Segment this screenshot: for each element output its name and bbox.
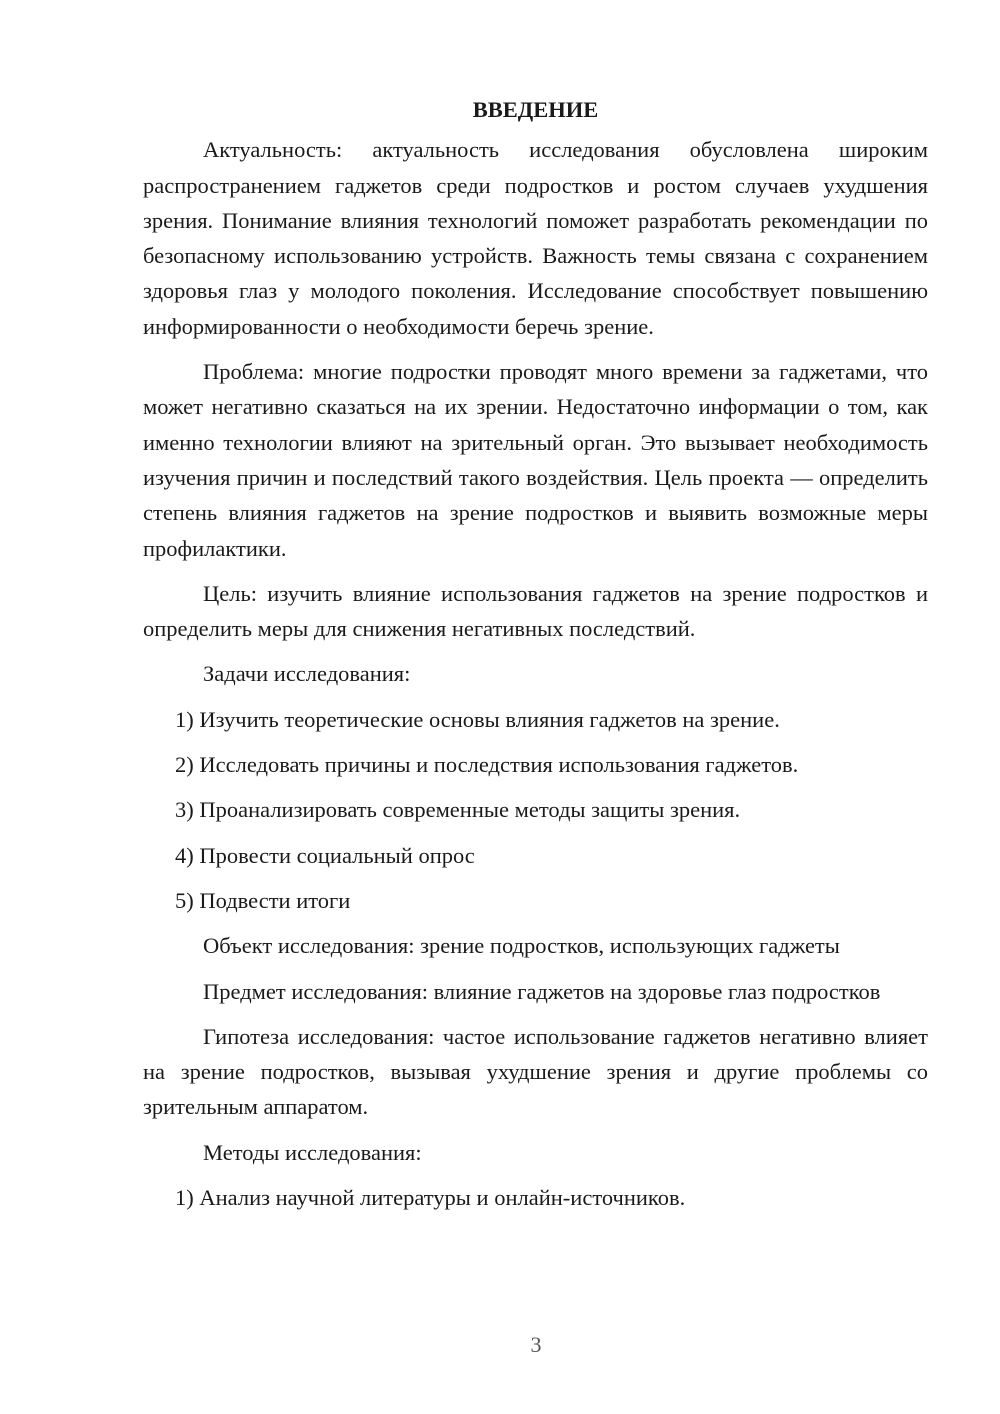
methods-heading: Методы исследования: bbox=[203, 1139, 422, 1165]
task-item: 2) Исследовать причины и последствия использования гаджетов. bbox=[175, 752, 799, 778]
page-number: 3 bbox=[530, 1332, 542, 1357]
hypothesis-paragraph: Гипотеза исследования: частое использование гаджетов негативно влияет на зрение подростков, вызывая ухудшение зрения и другие проблемы со зрительным аппаратом. bbox=[143, 1023, 928, 1120]
task-item: 3) Проанализировать современные методы защиты зрения. bbox=[175, 797, 741, 823]
task-item: 5) Подвести итоги bbox=[175, 887, 351, 913]
relevance-paragraph: Актуальность: актуальность исследования обусловлена широким распространением гаджетов среди подростков и ростом случаев ухудшения зрения. Понимание влияния технологий поможет разработать рекомендации по безопасному использованию устройств. Важность темы связана с сохранением здоровья глаз у молодого поколения. Исследование способствует повышению информированности о необходимости беречь зрение. bbox=[143, 137, 928, 339]
page-title: ВВЕДЕНИЕ bbox=[472, 97, 599, 122]
subject-paragraph: Предмет исследования: влияние гаджетов на здоровье глаз подростков bbox=[203, 978, 881, 1004]
goal-paragraph: Цель: изучить влияние использования гаджетов на зрение подростков и определить меры для снижения негативных последствий. bbox=[143, 580, 928, 642]
page-content bbox=[143, 92, 928, 1225]
object-paragraph: Объект исследования: зрение подростков, использующих гаджеты bbox=[203, 933, 840, 959]
tasks-heading: Задачи исследования: bbox=[203, 661, 411, 687]
method-item: 1) Анализ научной литературы и онлайн-источников. bbox=[175, 1185, 686, 1211]
task-item: 1) Изучить теоретические основы влияния гаджетов на зрение. bbox=[175, 706, 780, 732]
problem-paragraph: Проблема: многие подростки проводят много времени за гаджетами, что может негативно сказаться на их зрении. Недостаточно информации о том, как именно технологии влияют на зрительный орган. Это вызывает необходимость изучения причин и последствий такого воздействия. Цель проекта — определить степень влияния гаджетов на зрение подростков и выявить возможные меры профилактики. bbox=[143, 359, 928, 561]
task-item: 4) Провести социальный опрос bbox=[175, 842, 475, 868]
